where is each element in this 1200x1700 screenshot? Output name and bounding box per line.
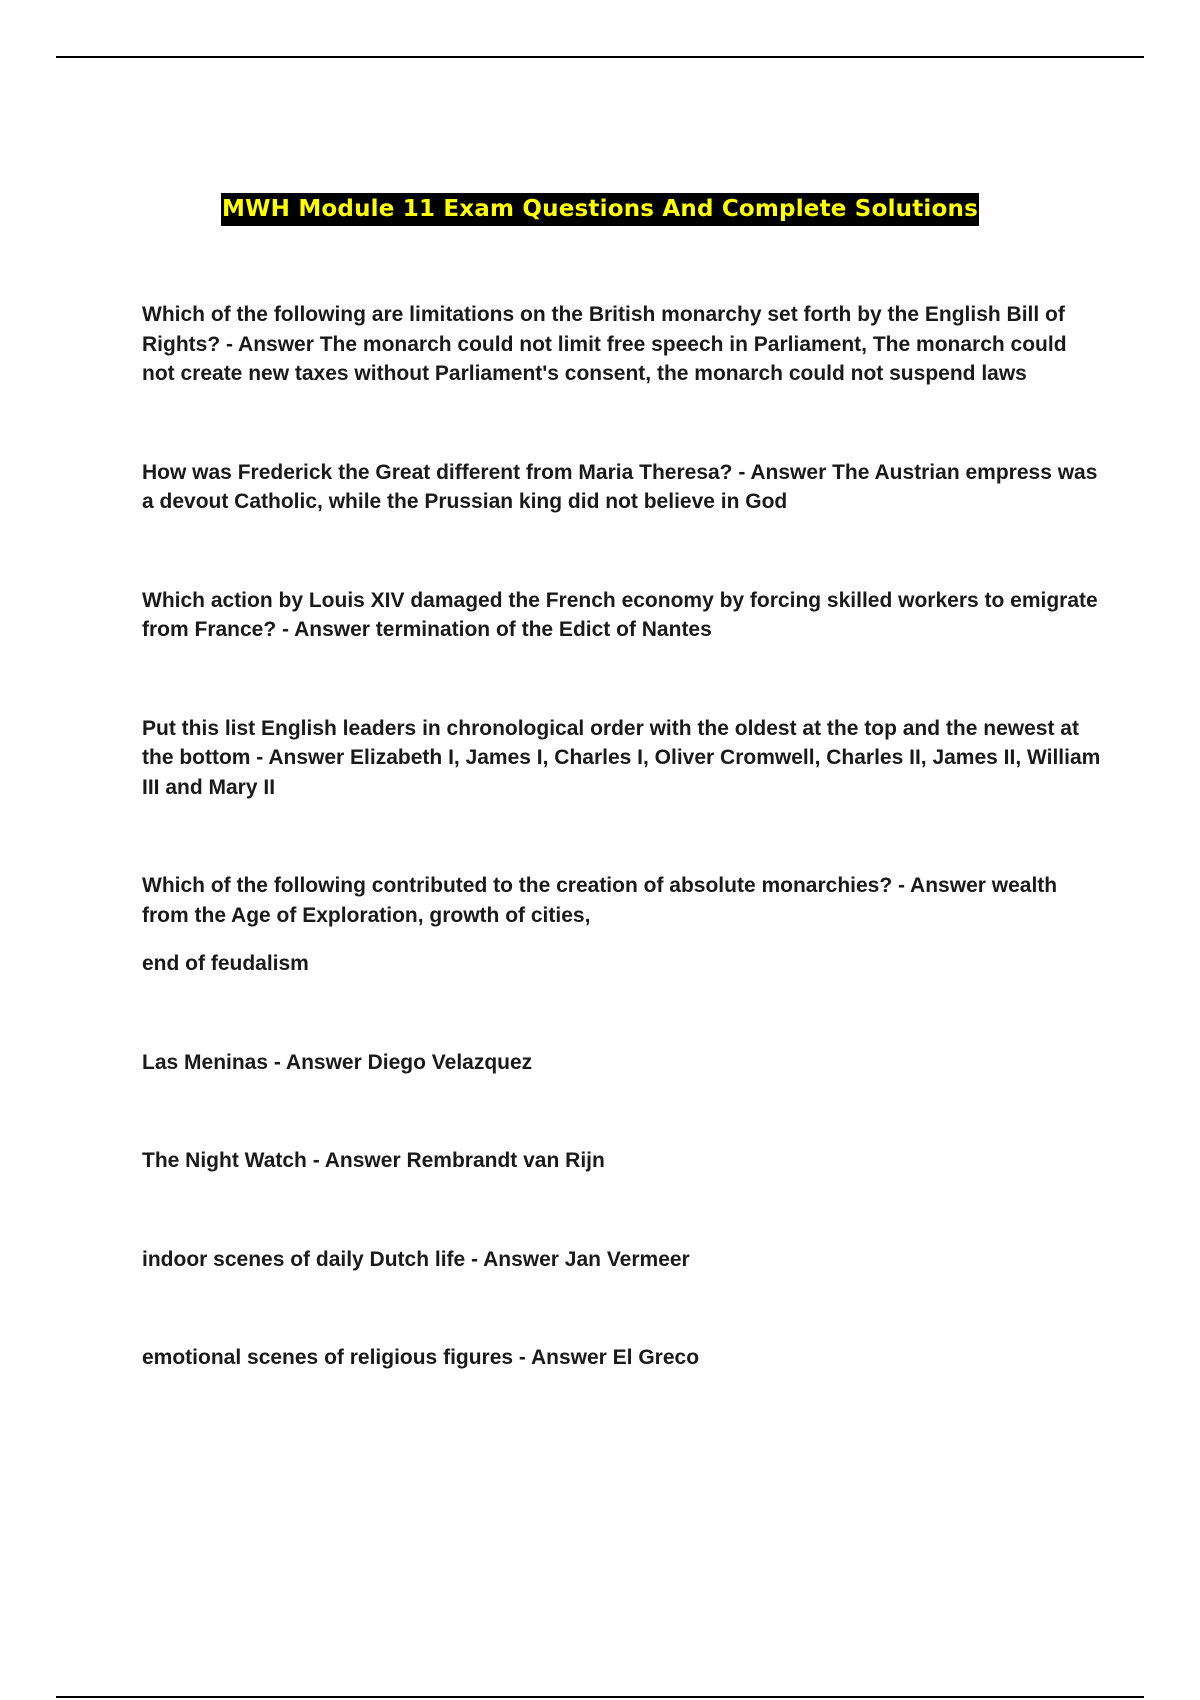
qa-text: Which of the following are limitations on the British monarchy set forth by the English Bill of Rights? - Answer The monarch could not limit free speech in Parliament, The monarch could not create new taxes without Parliament's consent, the monarch could not suspend laws [142, 303, 1067, 385]
qa-text: Las Meninas - Answer Diego Velazquez [142, 1050, 533, 1074]
qa-item [142, 586, 1102, 645]
qa-text: Which of the following contributed to the creation of absolute monarchies? - Answer wealth from the Age of Exploration, growth of cities, [142, 874, 1058, 927]
qa-item [142, 1245, 1102, 1275]
qa-item [142, 1048, 1102, 1078]
title-block [0, 193, 1200, 226]
qa-item [142, 300, 1102, 389]
qa-text: The Night Watch - Answer Rembrandt van Rijn [142, 1149, 605, 1172]
qa-text: emotional scenes of religious figures - Answer El Greco [142, 1346, 700, 1369]
qa-item [142, 1146, 1102, 1176]
top-rule [56, 56, 1144, 58]
qa-item [142, 871, 1102, 979]
qa-text: Put this list English leaders in chronological order with the oldest at the top and the newest at the bottom - Answer Elizabeth I, James I, Charles I, Oliver Cromwell, Charles II, James II, William III and Mary II [142, 716, 1101, 799]
qa-item [142, 714, 1102, 803]
qa-item [142, 1343, 1102, 1373]
qa-text: How was Frederick the Great different from Maria Theresa? - Answer The Austrian empress was a devout Catholic, while the Prussian king did not believe in God [142, 460, 1098, 513]
document-title: MWH Module 11 Exam Questions And Complete Solutions [221, 193, 979, 226]
bottom-rule [56, 1696, 1144, 1698]
qa-list [142, 300, 1102, 1442]
qa-continuation: end of feudalism [142, 952, 309, 975]
qa-text: indoor scenes of daily Dutch life - Answer Jan Vermeer [142, 1247, 690, 1271]
qa-item [142, 458, 1102, 517]
qa-text: Which action by Louis XIV damaged the French economy by forcing skilled workers to emigrate from France? - Answer termination of the Edict of Nantes [142, 588, 1098, 641]
